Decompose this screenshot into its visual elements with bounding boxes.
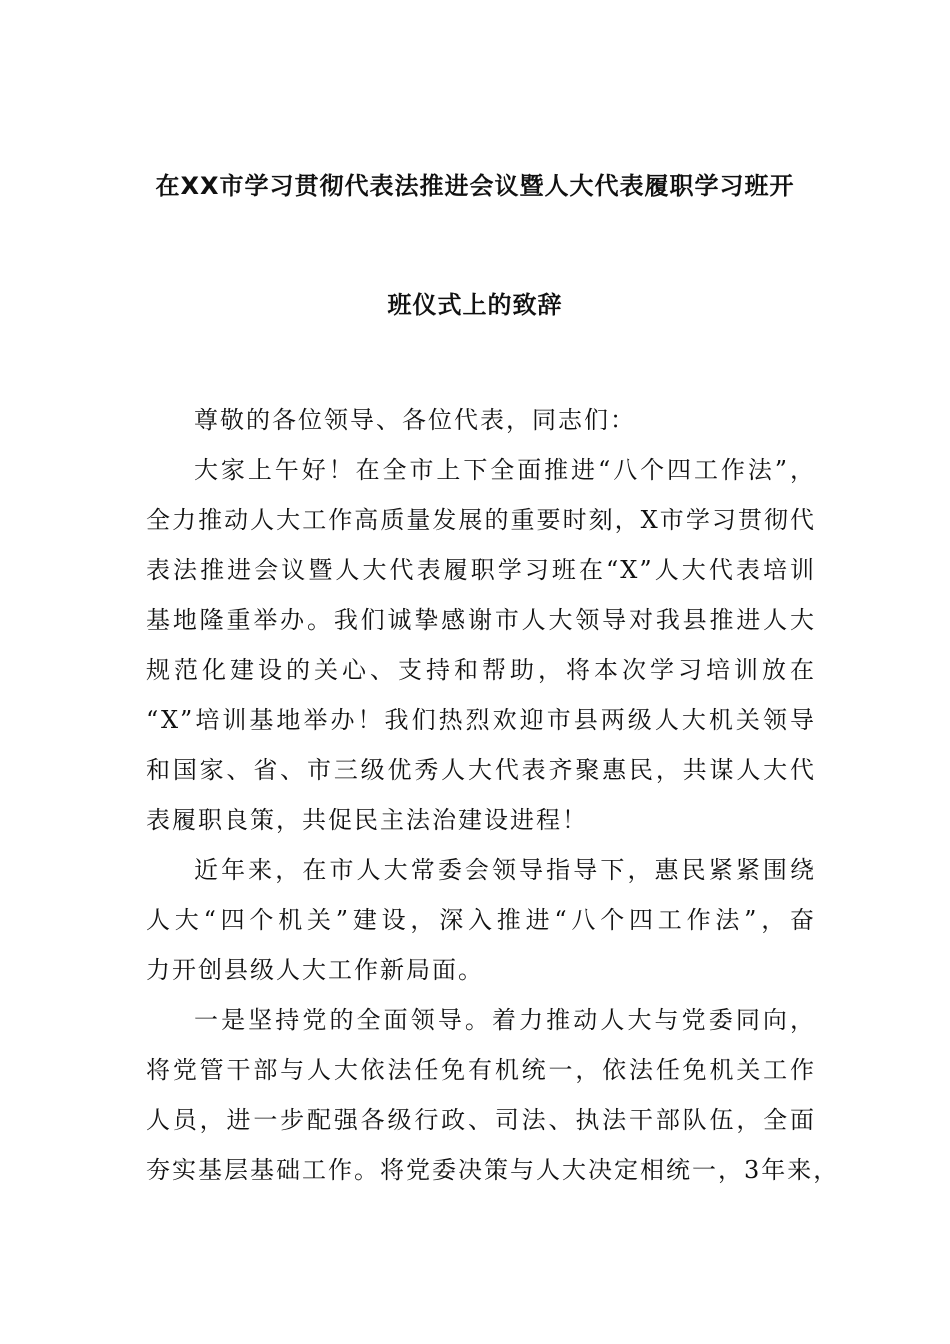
- body-line: 一是坚持党的全面领导。着力推动人大与党委同向，: [194, 1006, 816, 1034]
- body-line: 人大“四个机关”建设，深入推进“八个四工作法”，奋: [146, 906, 816, 934]
- title-line-2: 班仪式上的致辞: [387, 291, 563, 319]
- body-line: 表履职良策，共促民主法治建设进程！: [146, 806, 588, 834]
- body-line: 表法推进会议暨人大代表履职学习班在“X”人大代表培训: [146, 556, 816, 584]
- body-line: 近年来，在市人大常委会领导指导下，惠民紧紧围绕: [194, 856, 816, 884]
- body-line: 将党管干部与人大依法任免有机统一，依法任免机关工作: [146, 1056, 816, 1084]
- body-line: 夯实基层基础工作。将党委决策与人大决定相统一，3年来，: [146, 1156, 840, 1184]
- body-line: 基地隆重举办。我们诚挚感谢市人大领导对我县推进人大: [146, 606, 816, 634]
- body-line: 力开创县级人大工作新局面。: [146, 956, 484, 984]
- body-line: 全力推动人大工作高质量发展的重要时刻，X市学习贯彻代: [146, 506, 816, 534]
- body-line: 规范化建设的关心、支持和帮助，将本次学习培训放在: [146, 656, 816, 684]
- body-line: 大家上午好！在全市上下全面推进“八个四工作法”，: [194, 456, 816, 484]
- body-line: “X”培训基地举办！我们热烈欢迎市县两级人大机关领导: [146, 706, 816, 734]
- body-line: 人员，进一步配强各级行政、司法、执法干部队伍，全面: [146, 1106, 816, 1134]
- salutation: 尊敬的各位领导、各位代表，同志们：: [194, 406, 636, 434]
- title-line-1: 在XX市学习贯彻代表法推进会议暨人大代表履职学习班开: [155, 172, 795, 200]
- body-line: 和国家、省、市三级优秀人大代表齐聚惠民，共谋人大代: [146, 756, 816, 784]
